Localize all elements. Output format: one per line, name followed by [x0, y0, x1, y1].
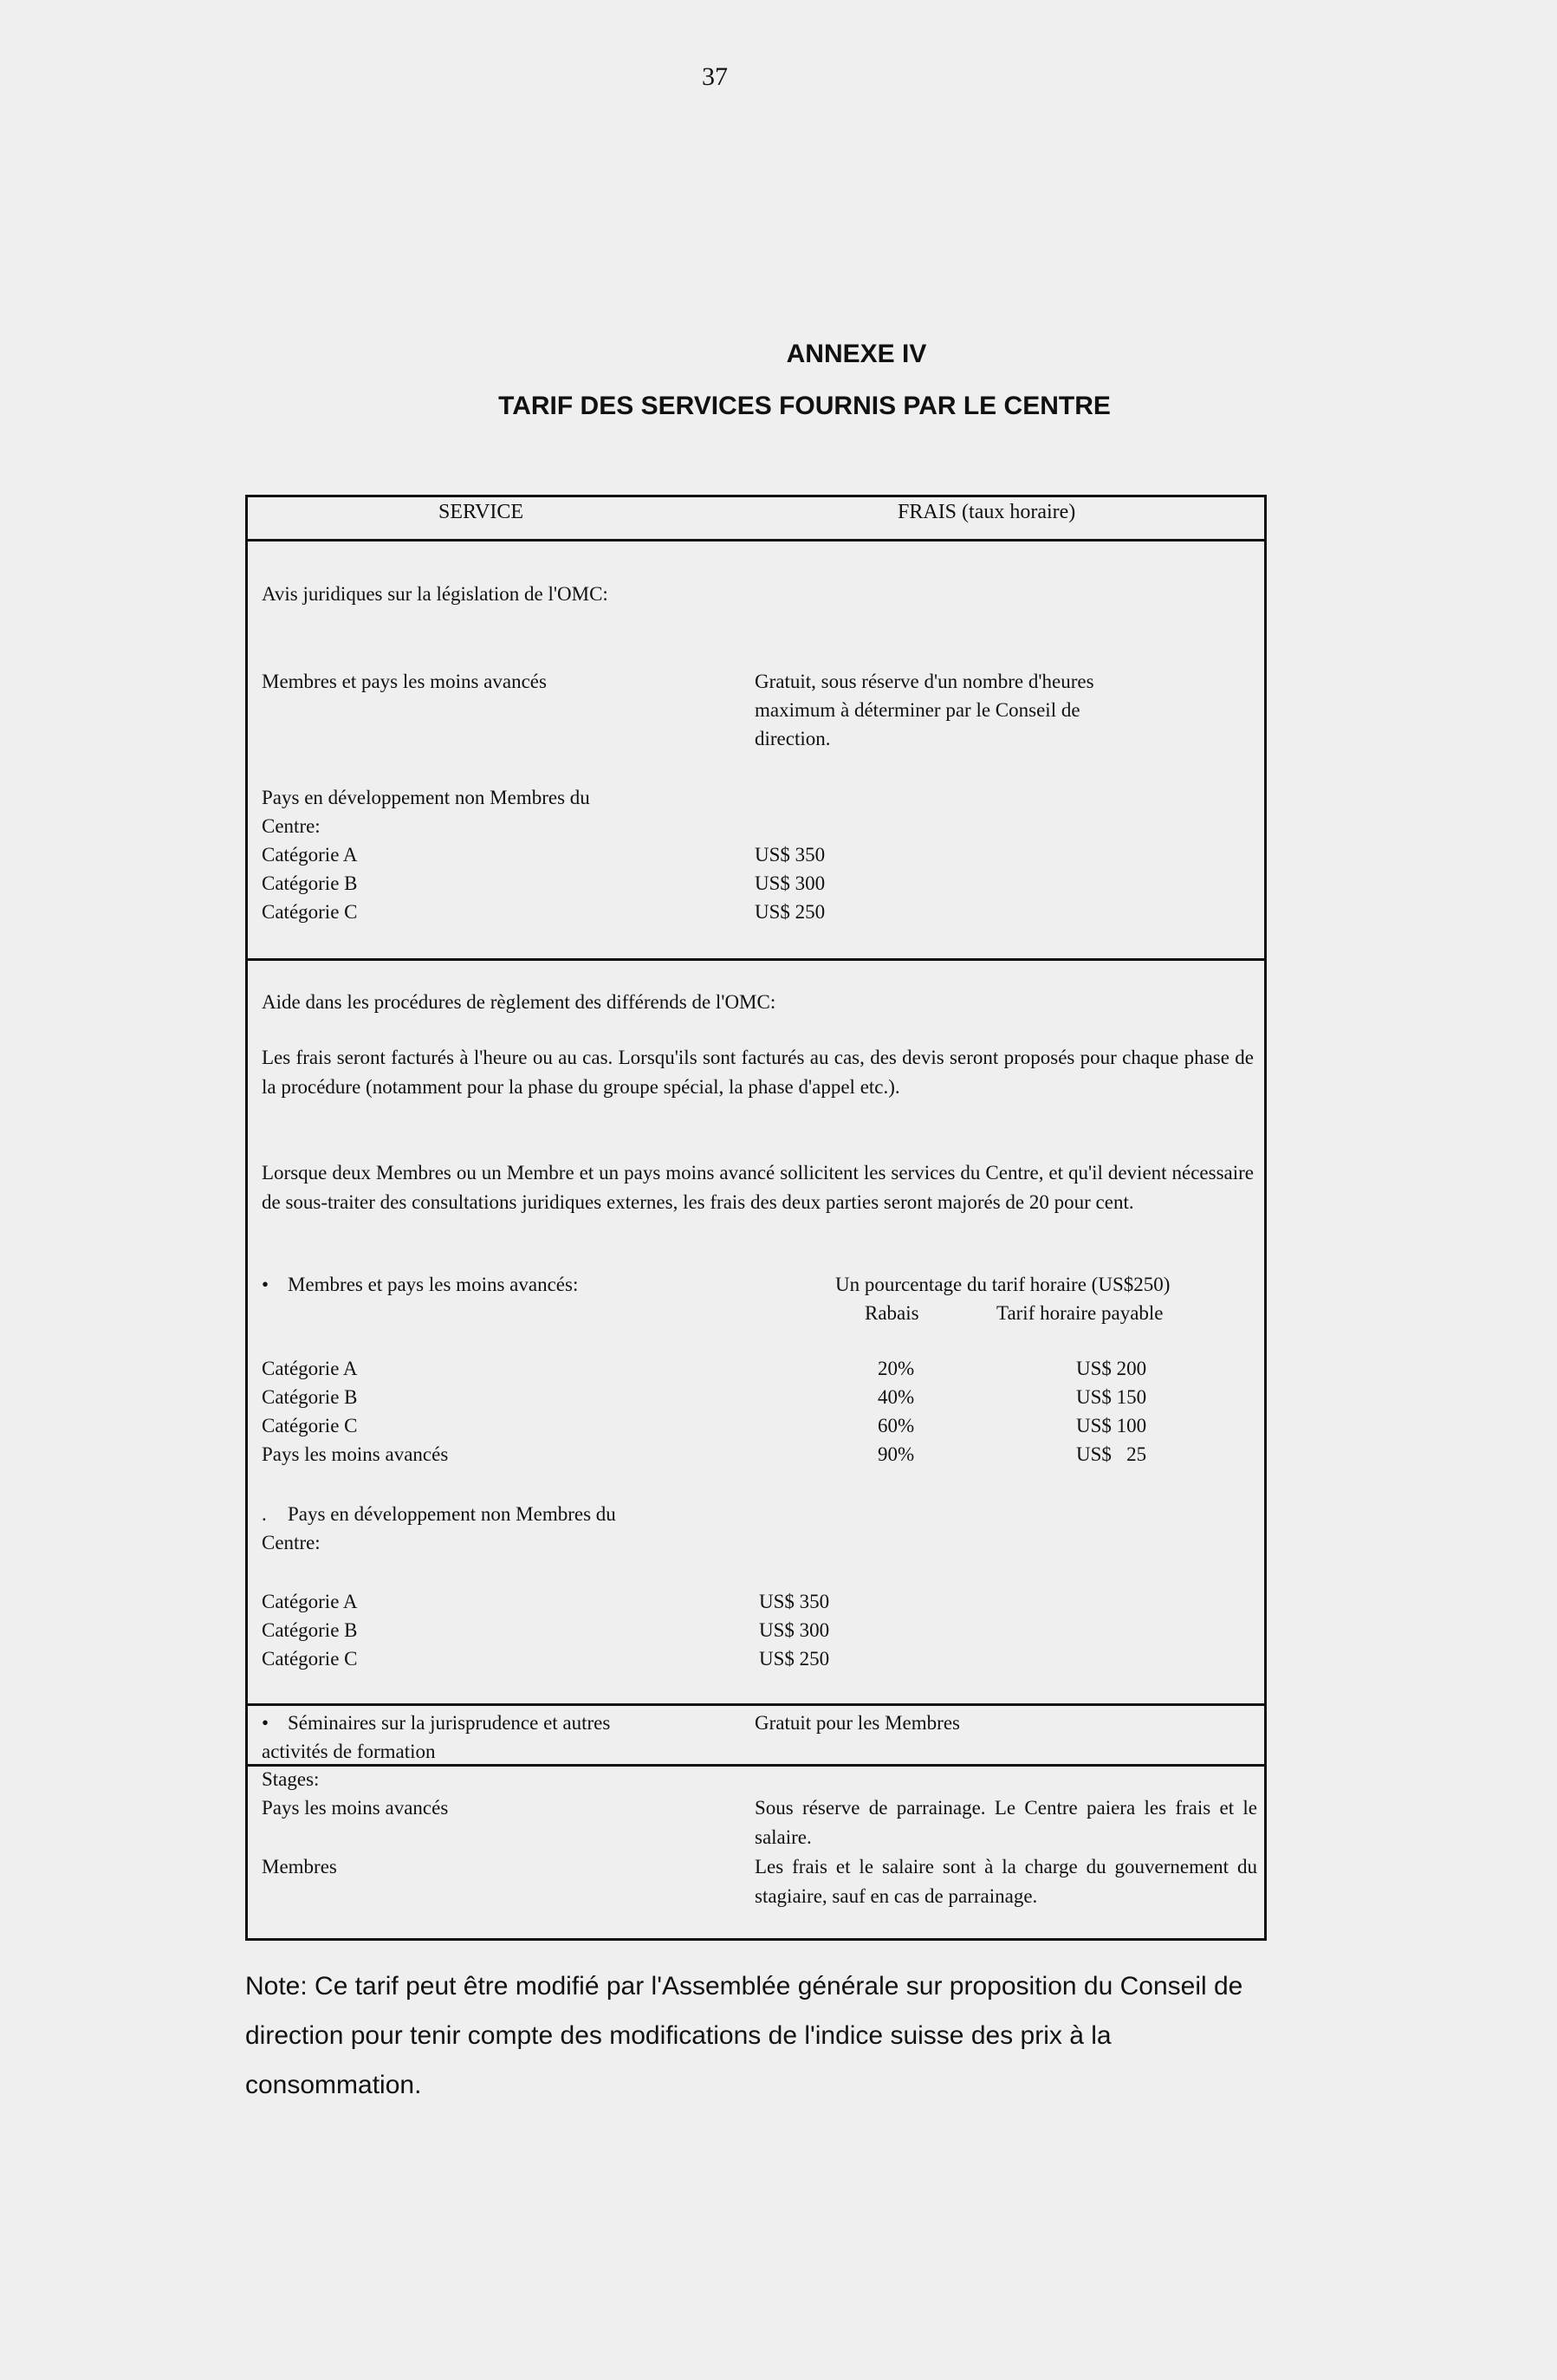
annex-title: ANNEXE IV: [786, 340, 927, 368]
s2-category-label: Catégorie A: [262, 1591, 358, 1612]
s2-row-label: Catégorie C: [262, 1415, 358, 1436]
s2-non-members-line2: Centre:: [262, 1532, 321, 1553]
s2-row-payable: US$ 150: [1076, 1386, 1147, 1408]
s2-row-discount: 20%: [878, 1358, 915, 1379]
s1-category-label: Catégorie B: [262, 872, 358, 894]
s2-row-payable: US$ 25: [1076, 1443, 1147, 1465]
s2-category-label: Catégorie C: [262, 1648, 358, 1670]
s2-percentage-header: Un pourcentage du tarif horaire (US$250): [835, 1274, 1171, 1295]
bullet-mark: .: [262, 1503, 267, 1525]
s2-non-members-line1: [262, 1500, 616, 1529]
s2-row-payable: US$ 100: [1076, 1415, 1147, 1436]
s2-members-heading: [262, 1270, 578, 1300]
s1-category-fee: US$ 300: [755, 872, 826, 894]
s2-row-label: Pays les moins avancés: [262, 1443, 449, 1465]
section-divider: [248, 1703, 1264, 1706]
s2-category-fee: US$ 350: [759, 1591, 830, 1612]
header-fees: FRAIS (taux horaire): [898, 501, 1076, 523]
s1-members-ldc-label: Membres et pays les moins avancés: [262, 671, 547, 692]
document-title: TARIF DES SERVICES FOURNIS PAR LE CENTRE: [498, 392, 1111, 420]
section-divider: [248, 958, 1264, 961]
s2-category-label: Catégorie B: [262, 1619, 358, 1641]
s1-members-ldc-fee-line1: Gratuit, sous réserve d'un nombre d'heures: [755, 671, 1094, 692]
footnote: Note: Ce tarif peut être modifié par l'Assemblée générale sur proposition du Conseil de direction pour tenir compte des modifications de l'indice suisse des prix à la consommation.: [245, 1972, 1243, 2099]
s2-category-fee: US$ 250: [759, 1648, 830, 1670]
s1-category-fee: US$ 350: [755, 844, 826, 866]
s2-category-fee: US$ 300: [759, 1619, 830, 1641]
section-dispute-aid-title: Aide dans les procédures de règlement des différends de l'OMC:: [262, 991, 776, 1013]
s4-ldc-fee: Sous réserve de parrainage. Le Centre paiera les frais et le salaire.: [755, 1797, 1257, 1848]
s2-row-discount: 40%: [878, 1386, 915, 1408]
tariff-table: [245, 495, 1267, 1941]
bullet-icon: •: [262, 1274, 269, 1295]
s4-internships-title: Stages:: [262, 1768, 320, 1790]
s3-seminars-label: Séminaires sur la jurisprudence et autres: [288, 1712, 611, 1734]
s2-col-payable: Tarif horaire payable: [996, 1302, 1164, 1324]
header-service: SERVICE: [438, 501, 524, 523]
s4-ldc-label: Pays les moins avancés: [262, 1797, 449, 1819]
s3-seminars-line1: [262, 1709, 610, 1738]
s2-members-label: Membres et pays les moins avancés:: [288, 1274, 579, 1295]
s1-non-members-line1: Pays en développement non Membres du: [262, 787, 590, 808]
bullet-icon: •: [262, 1712, 269, 1734]
page-number: 37: [702, 62, 728, 91]
s1-non-members-line2: Centre:: [262, 815, 321, 837]
s4-members-label: Membres: [262, 1856, 337, 1877]
s2-row-discount: 60%: [878, 1415, 915, 1436]
s1-category-fee: US$ 250: [755, 901, 826, 923]
s2-non-members-label: Pays en développement non Membres du: [288, 1503, 616, 1525]
s2-row-payable: US$ 200: [1076, 1358, 1147, 1379]
s1-category-label: Catégorie C: [262, 901, 358, 923]
section-legal-advice-title: Avis juridiques sur la législation de l'OMC:: [262, 583, 608, 605]
s2-row-label: Catégorie B: [262, 1386, 358, 1408]
header-divider: [248, 539, 1264, 541]
s1-members-ldc-fee-line3: direction.: [755, 728, 831, 749]
s2-col-discount: Rabais: [865, 1302, 919, 1324]
s2-paragraph-surcharge: Lorsque deux Membres ou un Membre et un pays moins avancé sollicitent les services du Centre, et qu'il devient nécessaire de sous-traiter des consultations juridiques externes, les frais des deux parties seront majorés de 20 pour cent.: [262, 1162, 1254, 1213]
s2-paragraph-billing: Les frais seront facturés à l'heure ou au cas. Lorsqu'ils sont facturés au cas, des devis seront proposés pour chaque phase de la procédure (notamment pour la phase du groupe spécial, la phase d'appel etc.).: [262, 1047, 1254, 1098]
s1-members-ldc-fee-line2: maximum à déterminer par le Conseil de: [755, 699, 1080, 721]
s1-category-label: Catégorie A: [262, 844, 358, 866]
s4-members-fee: Les frais et le salaire sont à la charge du gouvernement du stagiaire, sauf en cas de parrainage.: [755, 1856, 1257, 1907]
s3-seminars-line2: activités de formation: [262, 1741, 436, 1762]
section-divider: [248, 1764, 1264, 1767]
s3-seminars-fee: Gratuit pour les Membres: [755, 1712, 960, 1734]
s2-row-discount: 90%: [878, 1443, 915, 1465]
s2-row-label: Catégorie A: [262, 1358, 358, 1379]
